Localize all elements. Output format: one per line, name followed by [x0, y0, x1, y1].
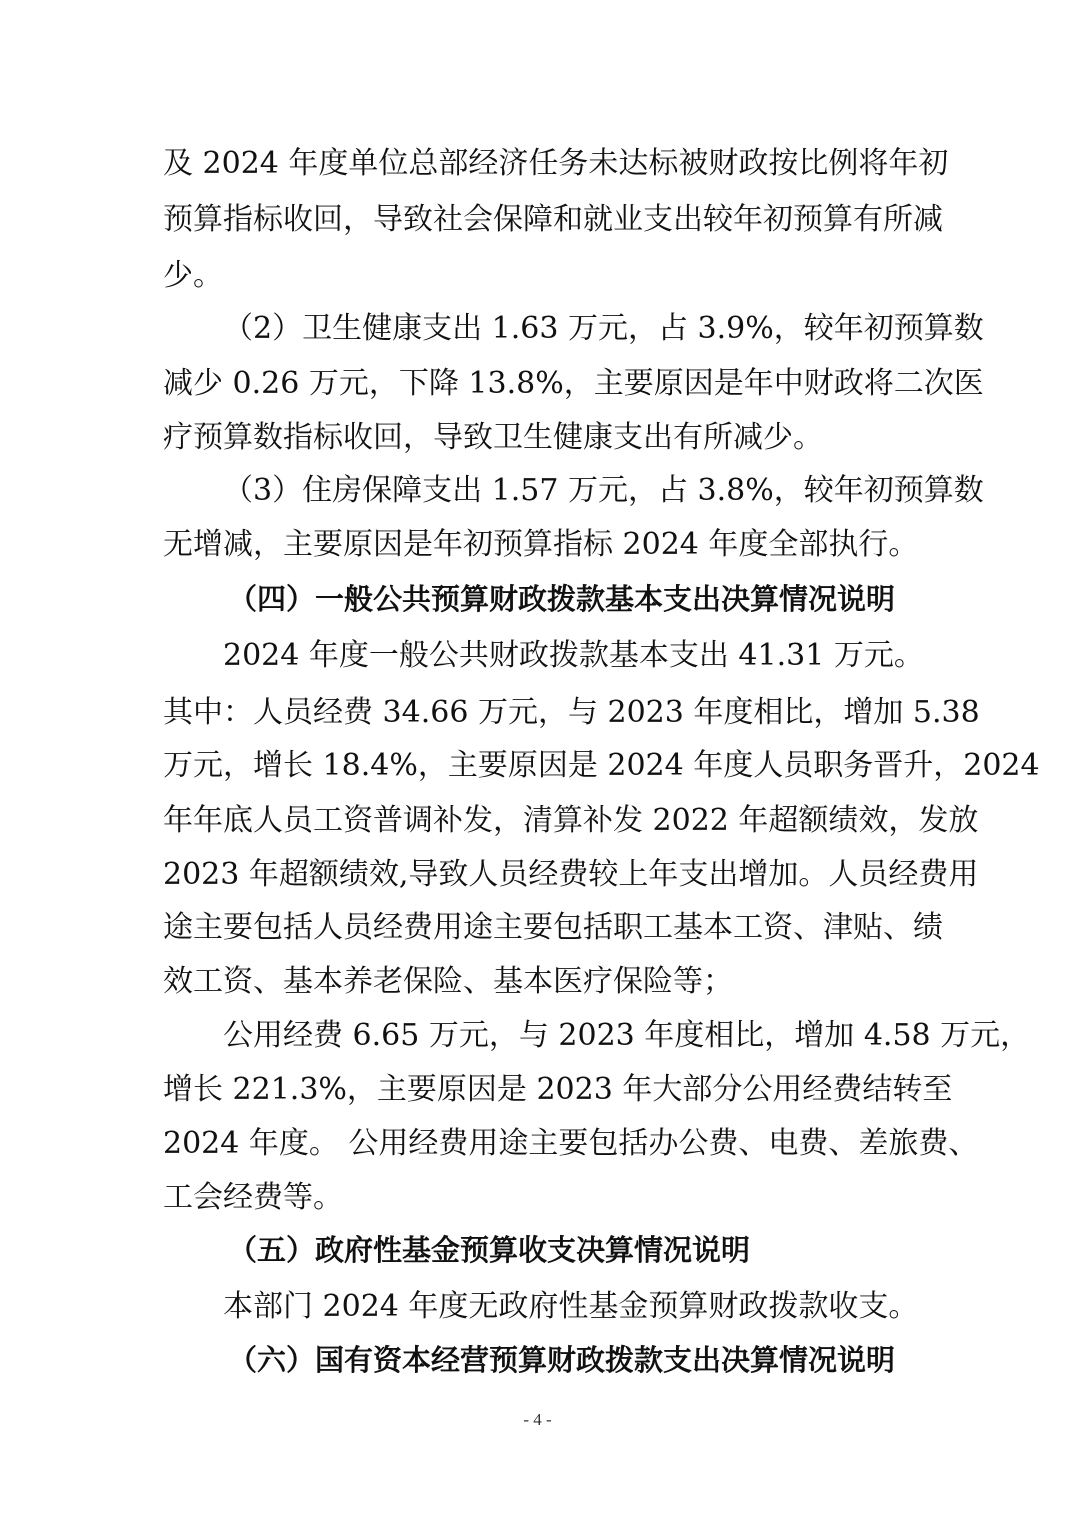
body-text-line: 预算指标收回，导致社会保障和就业支出较年初预算有所减 — [163, 202, 943, 237]
body-text-line: 及 2024 年度单位总部经济任务未达标被财政按比例将年初 — [163, 146, 949, 181]
body-text-line: （2）卫生健康支出 1.63 万元，占 3.9%，较年初预算数 — [223, 311, 984, 346]
body-text-line: 增长 221.3%，主要原因是 2023 年大部分公用经费结转至 — [163, 1072, 953, 1107]
body-text-line: 2024 年度一般公共财政拨款基本支出 41.31 万元。 — [223, 638, 924, 673]
section-heading: （四）一般公共预算财政拨款基本支出决算情况说明 — [228, 582, 896, 616]
body-text-line: 效工资、基本养老保险、基本医疗保险等； — [163, 964, 733, 999]
page-number: - 4 - — [523, 1410, 552, 1429]
section-heading: （六）国有资本经营预算财政拨款支出决算情况说明 — [228, 1343, 896, 1377]
section-heading: （五）政府性基金预算收支决算情况说明 — [228, 1233, 751, 1267]
body-text-line: （3）住房保障支出 1.57 万元，占 3.8%，较年初预算数 — [223, 473, 984, 508]
body-text-line: 本部门 2024 年度无政府性基金预算财政拨款收支。 — [223, 1289, 919, 1324]
body-text-line: 其中：人员经费 34.66 万元，与 2023 年度相比，增加 5.38 — [163, 695, 980, 730]
body-text-line: 工会经费等。 — [163, 1180, 343, 1215]
body-text-line: 年年底人员工资普调补发，清算补发 2022 年超额绩效，发放 — [163, 803, 979, 838]
body-text-line: 2023 年超额绩效,导致人员经费较上年支出增加。人员经费用 — [163, 857, 979, 892]
body-text-line: 减少 0.26 万元，下降 13.8%，主要原因是年中财政将二次医 — [163, 366, 984, 401]
body-text-line: 少。 — [163, 258, 223, 293]
body-text-line: 无增减，主要原因是年初预算指标 2024 年度全部执行。 — [163, 527, 919, 562]
body-text-line: 公用经费 6.65 万元，与 2023 年度相比，增加 4.58 万元， — [223, 1018, 1031, 1053]
body-text-line: 疗预算数指标收回，导致卫生健康支出有所减少。 — [163, 420, 823, 455]
body-text-line: 2024 年度。 公用经费用途主要包括办公费、电费、差旅费、 — [163, 1126, 979, 1161]
body-text-line: 万元，增长 18.4%，主要原因是 2024 年度人员职务晋升，2024 — [163, 748, 1040, 783]
body-text-line: 途主要包括人员经费用途主要包括职工基本工资、津贴、绩 — [163, 910, 943, 945]
